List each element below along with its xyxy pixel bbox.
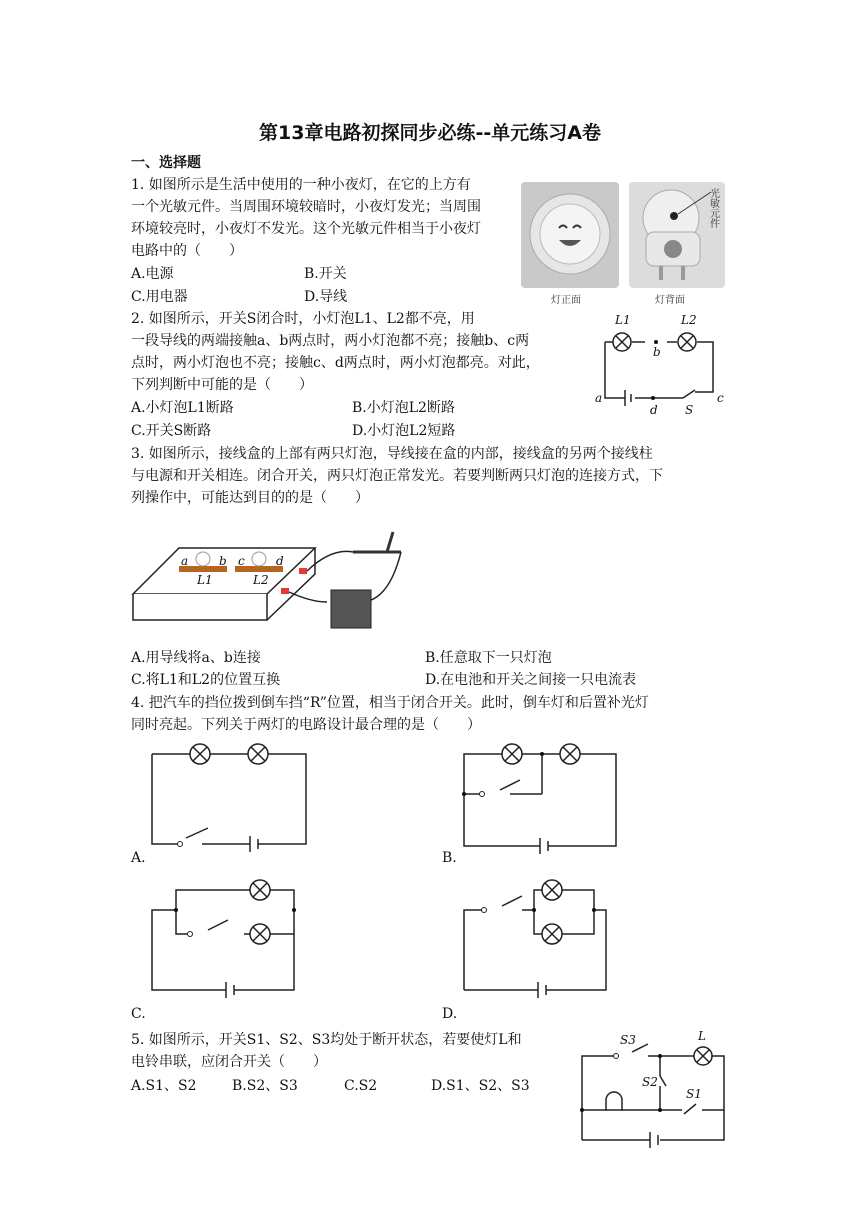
q1-option-c: C.用电器 [131, 289, 188, 305]
front-caption: 灯正面 [551, 295, 581, 306]
label-a: a [595, 391, 603, 405]
q4-circuit-d [462, 874, 624, 1002]
q2-option-c: C.开关S断路 [131, 423, 212, 439]
label-b: b [653, 345, 661, 359]
q2-line-3: 点时，两小灯泡也不亮；接触c、d两点时，两小灯泡都亮。对此， [131, 355, 540, 371]
q5-option-a: A.S1、S2 [131, 1078, 197, 1094]
q1-line-1: 1. 如图所示是生活中使用的一种小夜灯，在它的上方有 [131, 177, 471, 193]
back-caption: 灯背面 [655, 295, 685, 306]
q3-option-d: D.在电池和开关之间接一只电流表 [425, 672, 637, 688]
label-L1: L1 [615, 313, 631, 327]
q4-option-c: C. [131, 1006, 146, 1022]
box-label-d: d [276, 554, 284, 568]
sensor-label: 光敏元件 [707, 188, 719, 228]
q4-circuit-c [150, 874, 312, 1002]
label-L2: L2 [681, 313, 697, 327]
q3-option-c: C.将L1和L2的位置互换 [131, 672, 281, 688]
box-label-a: a [181, 554, 189, 568]
label-d: d [650, 403, 658, 417]
label-S1: S1 [686, 1087, 702, 1101]
junction-box-figure [131, 522, 431, 634]
q4-option-a: A. [131, 850, 146, 866]
box-label-c: c [238, 554, 245, 568]
q2-option-a: A.小灯泡L1断路 [131, 400, 234, 416]
q2-line-4: 下列判断中可能的是（ ） [131, 377, 313, 393]
q5-option-c: C.S2 [344, 1078, 378, 1094]
q1-option-b: B.开关 [304, 266, 347, 282]
label-L: L [698, 1029, 706, 1043]
bulb-icon [196, 552, 210, 566]
q1-line-4: 电路中的（ ） [131, 243, 243, 259]
q5-option-d: D.S1、S2、S3 [431, 1078, 530, 1094]
label-S: S [685, 403, 694, 417]
q1-line-2: 一个光敏元件。当周围环境较暗时，小夜灯发光；当周围 [131, 199, 481, 215]
q3-line-1: 3. 如图所示，接线盒的上部有两只灯泡，导线接在盒的内部，接线盒的另两个接线柱 [131, 446, 653, 462]
battery-icon [331, 590, 371, 628]
q4-option-b: B. [442, 850, 457, 866]
bell-icon [606, 1092, 622, 1110]
q3-line-2: 与电源和开关相连。闭合开关，两只灯泡正常发光。若要判断两只灯泡的连接方式，下 [131, 468, 663, 484]
label-c: c [717, 391, 724, 405]
q4-line-1: 4. 把汽车的挡位拨到倒车挡“R”位置，相当于闭合开关。此时，倒车灯和后置补光灯 [131, 695, 649, 711]
q2-option-b: B.小灯泡L2断路 [352, 400, 455, 416]
bulb-icon [252, 552, 266, 566]
q4-circuit-b [462, 740, 624, 856]
q3-line-3: 列操作中，可能达到目的的是（ ） [131, 490, 369, 506]
label-S3: S3 [620, 1033, 636, 1047]
box-label-b: b [219, 554, 227, 568]
box-label-L2: L2 [253, 573, 269, 587]
q2-option-d: D.小灯泡L2短路 [352, 423, 456, 439]
q5-line-1: 5. 如图所示，开关S1、S2、S3均处于断开状态，若要使灯L和 [131, 1032, 522, 1048]
sunflower-icon [530, 194, 610, 274]
box-label-L1: L1 [197, 573, 213, 587]
q5-line-2: 电铃串联，应闭合开关（ ） [131, 1054, 327, 1070]
label-S2: S2 [642, 1075, 658, 1089]
q4-circuit-a [150, 740, 312, 856]
q1-option-a: A.电源 [131, 266, 174, 282]
q3-option-b: B.任意取下一只灯泡 [425, 650, 552, 666]
knife-switch-icon [353, 532, 401, 552]
q1-line-3: 环境较亮时，小夜灯不发光。这个光敏元件相当于小夜灯 [131, 221, 481, 237]
q4-option-d: D. [442, 1006, 458, 1022]
q2-line-1: 2. 如图所示，开关S闭合时，小灯泡L1、L2都不亮，用 [131, 311, 475, 327]
q3-option-a: A.用导线将a、b连接 [131, 650, 261, 666]
night-light-figure [521, 182, 731, 310]
q5-circuit-diagram [580, 1030, 728, 1152]
section-heading: 一、选择题 [131, 155, 201, 171]
q1-option-d: D.导线 [304, 289, 348, 305]
q4-line-2: 同时亮起。下列关于两灯的电路设计最合理的是（ ） [131, 717, 481, 733]
page-title: 第13章电路初探同步必练--单元练习A卷 [259, 122, 601, 144]
q2-circuit-diagram [595, 310, 727, 420]
q2-line-2: 一段导线的两端接触a、b两点时，两小灯泡都不亮；接触b、c两 [131, 333, 530, 349]
q5-option-b: B.S2、S3 [232, 1078, 298, 1094]
